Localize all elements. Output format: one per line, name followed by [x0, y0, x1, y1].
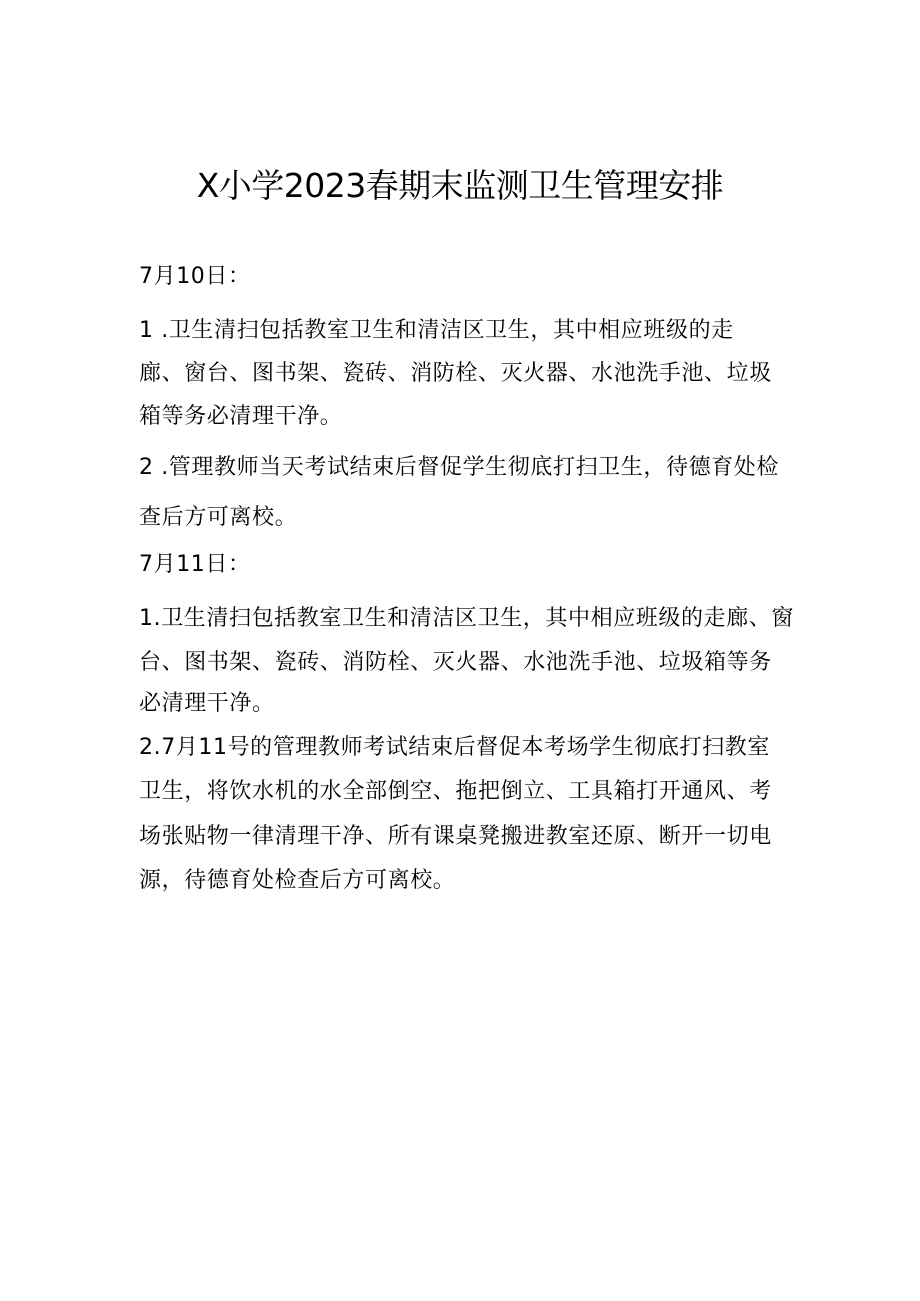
paragraph-line: 箱等务必清理干净。	[139, 404, 343, 429]
paragraph-line: 1 .卫生清扫包括教室卫生和清洁区卫生，其中相应班级的走	[139, 318, 734, 343]
paragraph-line: 1.卫生清扫包括教室卫生和清洁区卫生，其中相应班级的走廊、窗	[139, 606, 794, 631]
paragraph-line: 查后方可离校。	[139, 505, 298, 530]
paragraph-line: 必清理干净。	[139, 691, 275, 716]
paragraph-line: 台、图书架、瓷砖、消防栓、灭火器、水池洗手池、垃圾箱等务	[139, 650, 772, 675]
paragraph-line: 廊、窗台、图书架、瓷砖、消防栓、灭火器、水池洗手池、垃圾	[139, 361, 772, 386]
section-date-0710: 7月10日：	[139, 264, 251, 289]
paragraph-line: 源，待德育处检查后方可离校。	[139, 868, 456, 893]
document-title: X小学2023春期末监测卫生管理安排	[196, 166, 724, 205]
paragraph-line: 2.7月11号的管理教师考试结束后督促本考场学生彻底打扫教室	[139, 735, 770, 760]
paragraph-line: 卫生，将饮水机的水全部倒空、拖把倒立、工具箱打开通风、考	[139, 779, 772, 804]
section-date-0711: 7月11日：	[139, 552, 251, 577]
paragraph-line: 2 .管理教师当天考试结束后督促学生彻底打扫卫生，待德育处检	[139, 455, 779, 480]
paragraph-line: 场张贴物一律清理干净、所有课桌凳搬进教室还原、断开一切电	[139, 824, 772, 849]
